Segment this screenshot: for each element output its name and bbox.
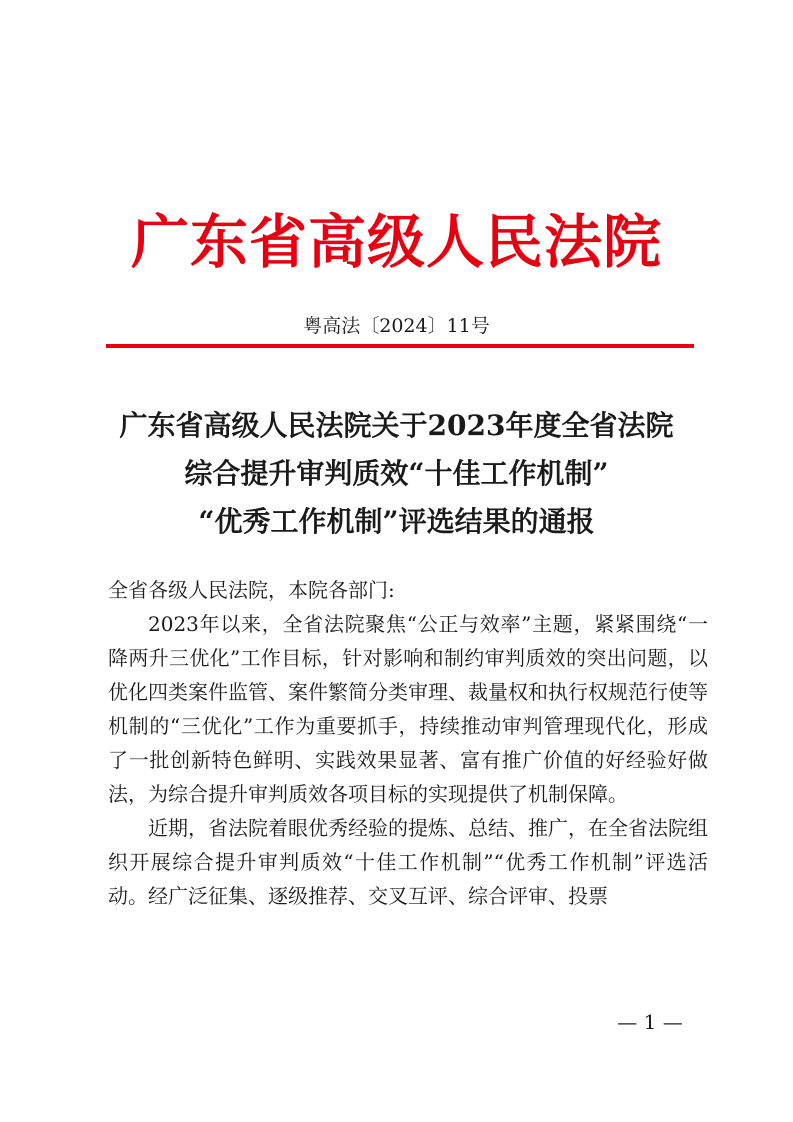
document-title-line: “优秀工作机制”评选结果的通报 bbox=[198, 505, 595, 538]
issuer-header-title: 广东省高级人民法院 bbox=[130, 208, 662, 276]
document-title-line: 综合提升审判质效“十佳工作机制” bbox=[184, 457, 609, 490]
body-paragraph: 近期，省法院着眼优秀经验的提炼、总结、推广，在全省法院组织开展综合提升审判质效“十佳工作机制”“优秀工作机制”评选活动。经广泛征集、逐级推荐、交叉互评、综合评审、投票 bbox=[108, 816, 708, 908]
red-separator-line bbox=[106, 344, 694, 348]
body-paragraph: 2023年以来，全省法院聚焦“公正与效率”主题，紧紧围绕“一降两升三优化”工作目标，针对影响和制约审判质效的突出问题，以优化四类案件监管、案件繁简分类审理、裁量权和执行权规范行使等机制的“三优化”工作为重要抓手，持续推动审判管理现代化，形成了一批创新特色鲜明、实践效果显著、富有推广价值的好经验好做法，为综合提升审判质效各项目标的实现提供了机制保障。 bbox=[108, 612, 708, 806]
document-title bbox=[0, 402, 793, 546]
salutation: 全省各级人民法院，本院各部门: bbox=[108, 578, 395, 602]
document-number: 粤高法〔2024〕11号 bbox=[303, 315, 490, 337]
document-title-line: 广东省高级人民法院关于2023年度全省法院 bbox=[119, 409, 674, 442]
page-number: — 1 — bbox=[617, 1010, 683, 1034]
document-body bbox=[108, 573, 708, 913]
